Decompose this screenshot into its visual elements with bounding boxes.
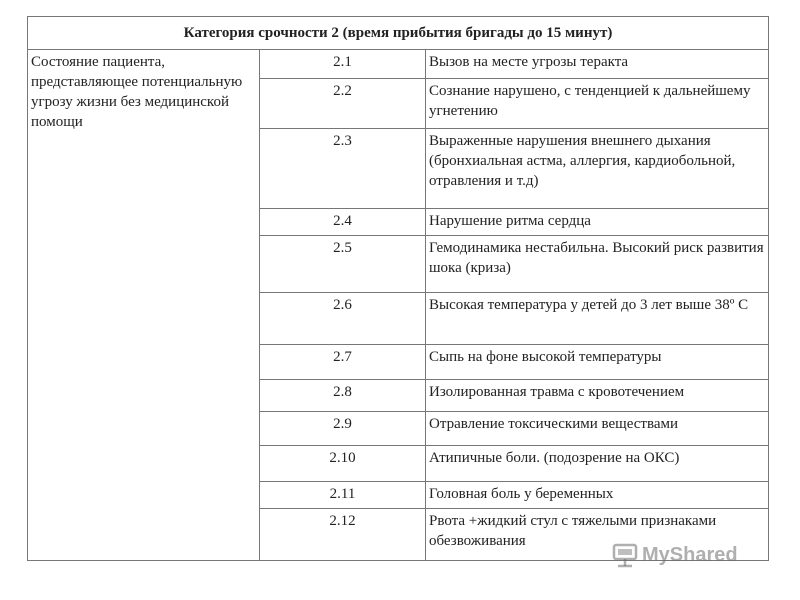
myshared-logo-icon bbox=[612, 542, 638, 568]
condition-cell: Состояние пациента, представляющее потенциальную угрозу жизни без медицинской помощи bbox=[28, 50, 260, 561]
row-code: 2.9 bbox=[260, 412, 426, 446]
row-description: Высокая температура у детей до 3 лет выше 38º С bbox=[426, 293, 769, 345]
table-title: Категория срочности 2 (время прибытия бригады до 15 минут) bbox=[28, 17, 769, 50]
row-code: 2.10 bbox=[260, 446, 426, 482]
row-description: Нарушение ритма сердца bbox=[426, 209, 769, 236]
row-code: 2.6 bbox=[260, 293, 426, 345]
row-code: 2.3 bbox=[260, 129, 426, 209]
table-row bbox=[28, 50, 769, 79]
watermark-text: MyShared bbox=[642, 543, 738, 566]
row-description: Головная боль у беременных bbox=[426, 482, 769, 509]
row-description: Отравление токсическими веществами bbox=[426, 412, 769, 446]
row-code: 2.7 bbox=[260, 345, 426, 380]
row-code: 2.4 bbox=[260, 209, 426, 236]
row-code: 2.8 bbox=[260, 380, 426, 412]
row-description: Сознание нарушено, с тенденцией к дальнейшему угнетению bbox=[426, 79, 769, 129]
row-description: Сыпь на фоне высокой температуры bbox=[426, 345, 769, 380]
row-description: Выраженные нарушения внешнего дыхания (бронхиальная астма, аллергия, кардиобольной, отравления и т.д) bbox=[426, 129, 769, 209]
row-code: 2.11 bbox=[260, 482, 426, 509]
row-description: Атипичные боли. (подозрение на ОКС) bbox=[426, 446, 769, 482]
urgency-table bbox=[27, 16, 769, 561]
row-description: Изолированная травма с кровотечением bbox=[426, 380, 769, 412]
row-code: 2.12 bbox=[260, 509, 426, 561]
row-code: 2.5 bbox=[260, 236, 426, 293]
myshared-watermark bbox=[612, 540, 764, 570]
row-description: Гемодинамика нестабильна. Высокий риск развития шока (криза) bbox=[426, 236, 769, 293]
row-code: 2.2 bbox=[260, 79, 426, 129]
table-header-row bbox=[28, 17, 769, 50]
row-code: 2.1 bbox=[260, 50, 426, 79]
row-description: Вызов на месте угрозы теракта bbox=[426, 50, 769, 79]
row-description: Рвота +жидкий стул с тяжелыми признаками обезвоживания bbox=[426, 509, 769, 561]
